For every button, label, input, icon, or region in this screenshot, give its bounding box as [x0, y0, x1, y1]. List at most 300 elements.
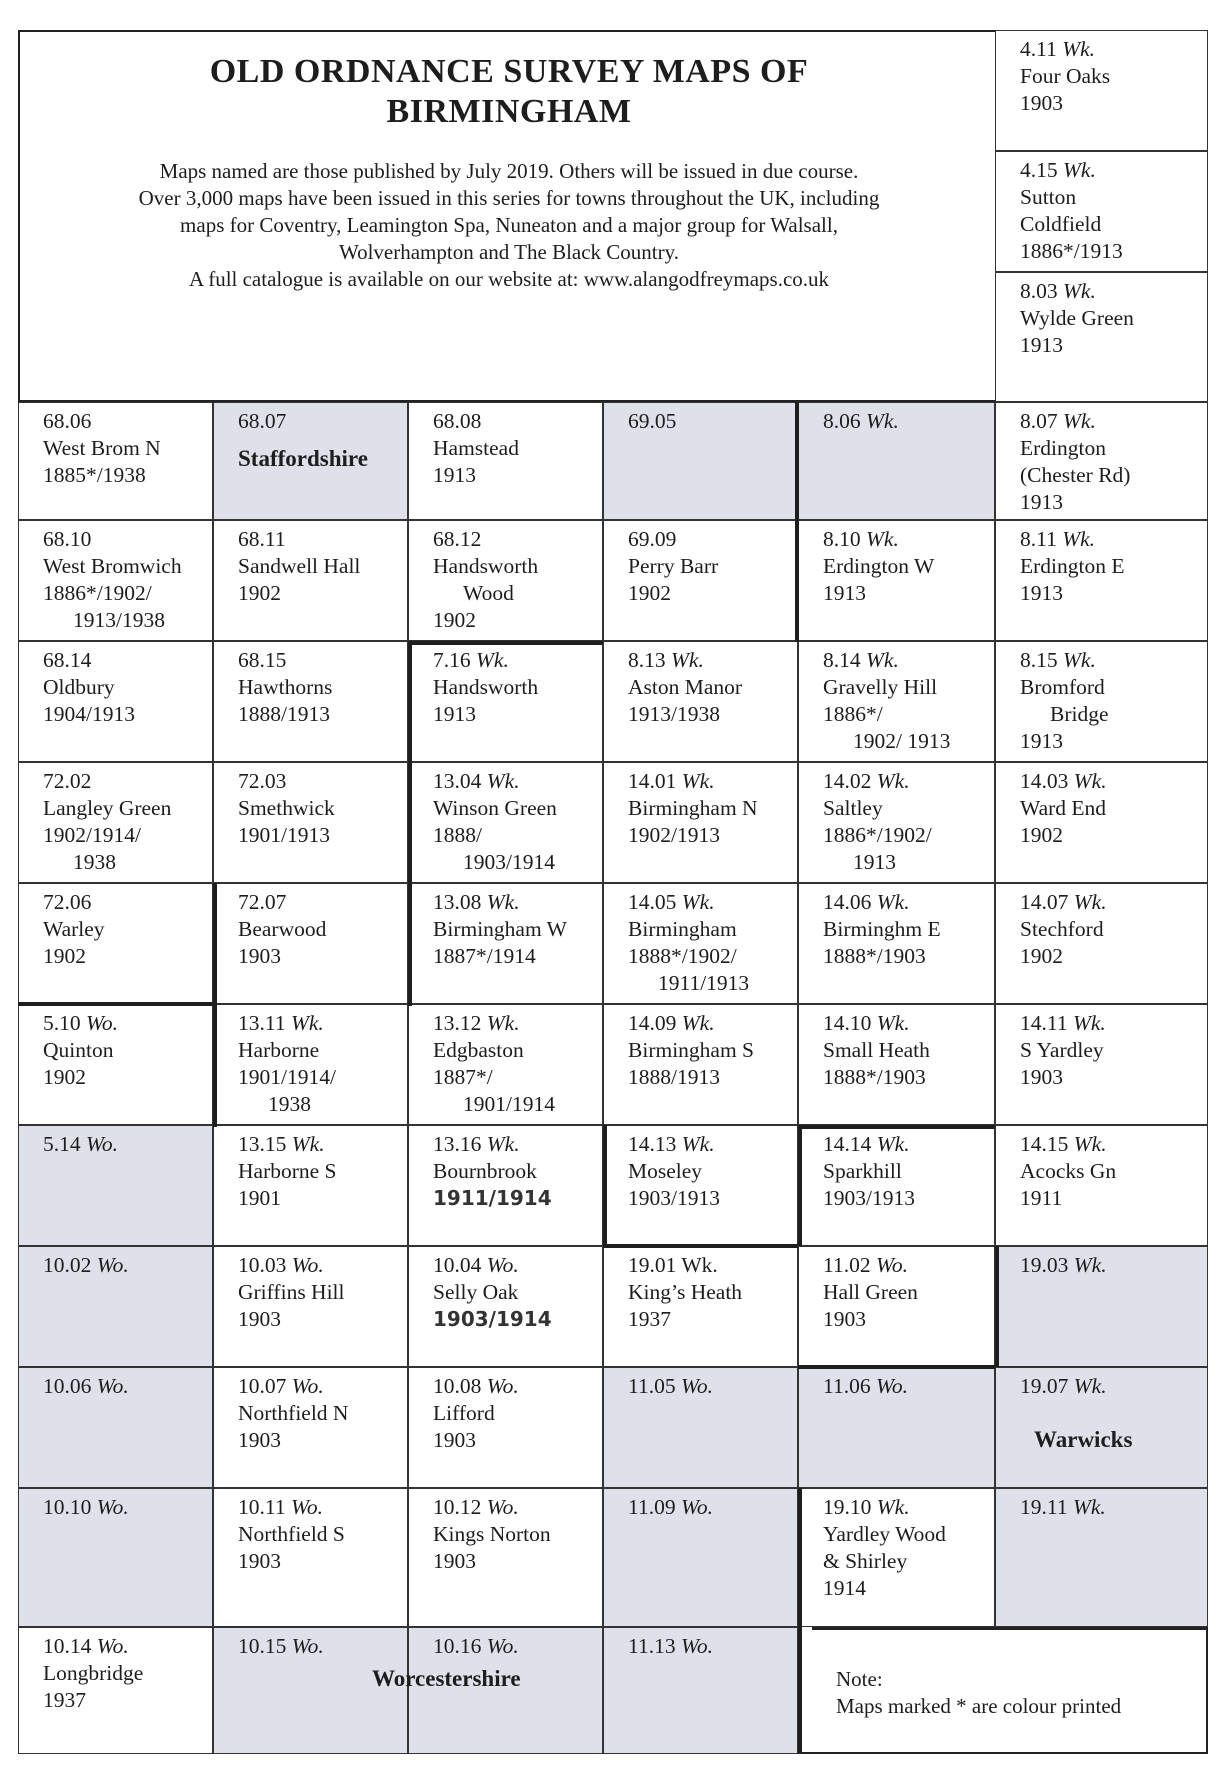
map-detail: 1888*/1903: [823, 944, 926, 968]
sheet-number: [823, 1494, 984, 1521]
county-abbrev: Wk.: [866, 648, 899, 672]
place-name: S Yardley: [1020, 1038, 1104, 1062]
note-box: [812, 1627, 1208, 1754]
map-detail: 1913: [823, 581, 866, 605]
sheet-number: [1020, 768, 1197, 795]
description-line: maps for Coventry, Leamington Spa, Nuneaton and a major group for Walsall,: [180, 213, 838, 237]
sheet-number: [43, 1252, 202, 1279]
sheet-code: 5.14: [43, 1132, 81, 1156]
map-cell-13-15: [213, 1125, 408, 1246]
place-name: Bournbrook: [433, 1159, 537, 1183]
county-abbrev: Wo.: [291, 1374, 324, 1398]
sheet-number: [628, 647, 787, 674]
sheet-number: [433, 1252, 592, 1279]
sheet-number: [628, 408, 787, 435]
map-cell-13-04: [408, 762, 603, 883]
map-cell-11-06: [798, 1367, 995, 1488]
sheet-number: [1020, 526, 1197, 553]
sheet-number: [238, 1252, 397, 1279]
sheet-number: [823, 1252, 984, 1279]
place-name: Selly Oak: [433, 1280, 519, 1304]
sheet-code: 8.14: [823, 648, 861, 672]
map-detail: 1901/1914: [463, 1092, 555, 1116]
map-cell-10-03: [213, 1246, 408, 1367]
sheet-code: 10.08: [433, 1374, 482, 1398]
map-detail: 1902: [238, 581, 281, 605]
place-name: Hamstead: [433, 436, 519, 460]
map-detail: 1913: [1020, 490, 1063, 514]
sheet-number: [1020, 36, 1197, 63]
sheet-number: [1020, 157, 1197, 184]
sheet-code: 13.16: [433, 1132, 482, 1156]
map-cell-68-06: [18, 402, 213, 520]
county-abbrev: Wk.: [1062, 37, 1096, 61]
place-name: Handsworth: [433, 554, 539, 578]
description-line: Wolverhampton and The Black Country.: [338, 240, 680, 264]
map-cell-72-07: [213, 883, 408, 1004]
map-detail: 1913: [1020, 333, 1063, 357]
sheet-code: 68.14: [43, 648, 92, 672]
map-cell-19-10: [798, 1488, 995, 1627]
map-detail: 1913/1938: [628, 702, 720, 726]
map-cell-19-01: [603, 1246, 798, 1367]
place-name: Erdington W: [823, 554, 935, 578]
sheet-number: [628, 1494, 787, 1521]
county-abbrev: Wk.: [1072, 1495, 1106, 1519]
place-name: Lifford: [433, 1401, 495, 1425]
sheet-number: [628, 1373, 787, 1400]
note-text: Maps marked * are colour printed: [836, 1694, 1122, 1718]
place-name: Perry Barr: [628, 554, 719, 578]
place-name: Griffins Hill: [238, 1280, 345, 1304]
map-cell-13-12: [408, 1004, 603, 1125]
map-cell-5-10: [18, 1004, 213, 1125]
map-cell-10-10: [18, 1488, 213, 1627]
sheet-number: [823, 1010, 984, 1037]
county-abbrev: Wk.: [1073, 769, 1107, 793]
county-abbrev: Wk.: [486, 890, 520, 914]
map-cell-8-13: [603, 641, 798, 762]
sheet-number: [628, 526, 787, 553]
sheet-code: 14.01: [628, 769, 677, 793]
county-abbrev: Wk.: [1062, 527, 1096, 551]
map-cell-14-13: [603, 1125, 798, 1246]
map-detail: 1903: [433, 1549, 476, 1573]
place-name: King’s Heath: [628, 1280, 743, 1304]
place-name: Acocks Gn: [1020, 1159, 1117, 1183]
sheet-code: 8.13: [628, 648, 666, 672]
map-detail: Bridge: [1050, 702, 1109, 726]
county-abbrev: Wk.: [1073, 1253, 1107, 1277]
sheet-number: [628, 1131, 787, 1158]
county-abbrev: Wk.: [1073, 1374, 1107, 1398]
map-detail: 1938: [268, 1092, 311, 1116]
county-abbrev: Wk.: [1073, 1132, 1107, 1156]
place-name: Longbridge: [43, 1661, 144, 1685]
county-abbrev: Wk.: [681, 890, 715, 914]
map-cell-14-06: [798, 883, 995, 1004]
county-abbrev: Wo.: [875, 1253, 909, 1277]
sheet-code: 19.01: [628, 1253, 677, 1277]
map-cell-4-11: [995, 30, 1208, 151]
sheet-number: [43, 1494, 202, 1521]
sheet-code: 19.11: [1020, 1495, 1068, 1519]
county-abbrev: Wk.: [681, 1132, 715, 1156]
sheet-number: [238, 768, 397, 795]
place-name: Birmingham S: [628, 1038, 755, 1062]
sheet-number: [43, 889, 202, 916]
place-name: Oldbury: [43, 675, 115, 699]
map-cell-4-15: [995, 151, 1208, 272]
map-detail: 1903: [433, 1428, 476, 1452]
sheet-code: 10.04: [433, 1253, 482, 1277]
header-panel: [18, 30, 1000, 402]
sheet-number: [1020, 278, 1197, 305]
sheet-number: [43, 1633, 202, 1660]
sheet-code: 10.07: [238, 1374, 287, 1398]
map-cell-8-15: [995, 641, 1208, 762]
county-abbrev: Wk.: [681, 1253, 718, 1277]
county-abbrev: Wk.: [1063, 158, 1096, 182]
sheet-number: [1020, 647, 1197, 674]
map-detail: 1902: [43, 944, 86, 968]
sheet-number: [628, 768, 787, 795]
county-abbrev: Wk.: [876, 1495, 910, 1519]
sheet-code: 14.07: [1020, 890, 1069, 914]
sheet-code: 68.15: [238, 648, 287, 672]
sheet-number: [433, 1373, 592, 1400]
map-cell-14-05: [603, 883, 798, 1004]
map-cell-68-11: [213, 520, 408, 641]
sheet-number: [628, 1252, 787, 1279]
map-detail: 1903: [238, 1428, 281, 1452]
map-detail: 1902/ 1913: [853, 729, 951, 753]
place-name: Kings Norton: [433, 1522, 551, 1546]
county-abbrev: Wk.: [876, 890, 910, 914]
place-name: Birmingham: [628, 917, 737, 941]
sheet-code: 72.03: [238, 769, 287, 793]
sheet-code: 68.08: [433, 409, 482, 433]
map-cell-14-15: [995, 1125, 1208, 1246]
map-detail: 1886*/1902/: [43, 581, 152, 605]
county-abbrev: Wk.: [1073, 890, 1107, 914]
map-cell-14-09: [603, 1004, 798, 1125]
map-detail: (Chester Rd): [1020, 463, 1131, 487]
map-detail: 1913/1938: [73, 608, 165, 632]
place-name: Four Oaks: [1020, 64, 1111, 88]
map-detail: 1888/: [433, 823, 482, 847]
county-abbrev: Wk.: [681, 769, 715, 793]
map-cell-8-07: [995, 402, 1208, 520]
map-cell-10-06: [18, 1367, 213, 1488]
map-detail: 1904/1913: [43, 702, 135, 726]
sheet-code: 10.06: [43, 1374, 92, 1398]
sheet-number: [238, 526, 397, 553]
sheet-number: [1020, 1373, 1197, 1400]
sheet-number: [1020, 1131, 1197, 1158]
map-cell-13-11: [213, 1004, 408, 1125]
sheet-code: 11.05: [628, 1374, 676, 1398]
sheet-number: [238, 408, 397, 435]
map-detail: 1888/1913: [628, 1065, 720, 1089]
map-detail: 1903: [1020, 1065, 1063, 1089]
boundary-line: [408, 641, 603, 645]
map-cell-8-03: [995, 272, 1208, 402]
map-cell-11-09: [603, 1488, 798, 1627]
place-name: Stechford: [1020, 917, 1104, 941]
boundary-line: [798, 1365, 995, 1369]
sheet-number: [433, 1010, 592, 1037]
sheet-code: 14.09: [628, 1011, 677, 1035]
sheet-code: 10.16: [433, 1634, 482, 1658]
place-name: Erdington: [1020, 436, 1106, 460]
county-label: Warwicks: [1034, 1427, 1133, 1452]
map-detail: 1886*/1902/: [823, 823, 932, 847]
sheet-number: [1020, 408, 1197, 435]
place-name: Erdington E: [1020, 554, 1125, 578]
county-abbrev: Wo.: [86, 1011, 119, 1035]
map-cell-10-14: [18, 1627, 213, 1754]
description-line: A full catalogue is available on our website at: www.alangodfreymaps.co.uk: [188, 267, 830, 291]
map-years: 1903/1914: [433, 1307, 552, 1331]
sheet-code: 13.15: [238, 1132, 287, 1156]
county-abbrev: Wk.: [290, 1011, 324, 1035]
sheet-number: [823, 1373, 984, 1400]
sheet-number: [823, 408, 984, 435]
sheet-code: 10.11: [238, 1495, 286, 1519]
map-detail: 1937: [43, 1688, 86, 1712]
county-abbrev: Wk.: [671, 648, 704, 672]
place-name: Harborne S: [238, 1159, 337, 1183]
county-abbrev: Wk.: [866, 409, 899, 433]
sheet-code: 19.07: [1020, 1374, 1069, 1398]
sheet-code: 11.13: [628, 1634, 676, 1658]
sheet-number: [433, 1633, 592, 1660]
sheet-number: [238, 1633, 397, 1660]
county-abbrev: Wo.: [290, 1495, 324, 1519]
map-cell-10-07: [213, 1367, 408, 1488]
sheet-code: 13.11: [238, 1011, 286, 1035]
map-cell-14-02: [798, 762, 995, 883]
sheet-number: [433, 1494, 592, 1521]
map-detail: 1886*/1913: [1020, 239, 1123, 263]
map-detail: 1903/1914: [463, 850, 555, 874]
sheet-code: 68.07: [238, 409, 287, 433]
map-detail: 1913: [433, 463, 476, 487]
map-cell-14-03: [995, 762, 1208, 883]
place-name: Sparkhill: [823, 1159, 902, 1183]
county-abbrev: Wk.: [486, 1132, 520, 1156]
place-name: Hall Green: [823, 1280, 918, 1304]
sheet-number: [433, 768, 592, 795]
place-name: Ward End: [1020, 796, 1107, 820]
map-detail: 1911: [1020, 1186, 1063, 1210]
sheet-number: [238, 1010, 397, 1037]
map-detail: 1902/1913: [628, 823, 720, 847]
county-abbrev: Wo.: [96, 1495, 129, 1519]
map-cell-19-11: [995, 1488, 1208, 1627]
sheet-number: [628, 1010, 787, 1037]
map-cell-69-09: [603, 520, 798, 641]
sheet-number: [433, 1131, 592, 1158]
sheet-code: 4.11: [1020, 37, 1057, 61]
map-detail: 1903/1913: [628, 1186, 720, 1210]
place-name: Wylde Green: [1020, 306, 1134, 330]
sheet-code: 14.11: [1020, 1011, 1068, 1035]
map-cell-10-12: [408, 1488, 603, 1627]
place-name: Yardley Wood: [823, 1522, 946, 1546]
place-name: Langley Green: [43, 796, 172, 820]
map-cell-10-11: [213, 1488, 408, 1627]
sheet-number: [43, 1131, 202, 1158]
boundary-line: [798, 1125, 802, 1246]
sheet-code: 14.13: [628, 1132, 677, 1156]
county-abbrev: Wo.: [486, 1495, 519, 1519]
map-detail: 1902: [1020, 823, 1063, 847]
map-cell-68-08: [408, 402, 603, 520]
county-abbrev: Wk.: [866, 527, 899, 551]
map-years: 1911/1914: [433, 1186, 552, 1210]
map-cell-14-07: [995, 883, 1208, 1004]
description-line: Over 3,000 maps have been issued in this series for towns throughout the UK, including: [138, 186, 880, 210]
sheet-code: 68.06: [43, 409, 92, 433]
map-detail: 1913: [1020, 729, 1063, 753]
sheet-number: [43, 1373, 202, 1400]
map-detail: 1938: [73, 850, 116, 874]
sheet-number: [43, 526, 202, 553]
place-name: Northfield N: [238, 1401, 349, 1425]
map-detail: 1902/1914/: [43, 823, 141, 847]
sheet-code: 68.10: [43, 527, 92, 551]
place-name: Small Heath: [823, 1038, 930, 1062]
map-cell-14-11: [995, 1004, 1208, 1125]
sheet-code: 5.10: [43, 1011, 81, 1035]
sheet-code: 8.06: [823, 409, 861, 433]
place-name: Sutton: [1020, 185, 1077, 209]
sheet-code: 8.10: [823, 527, 861, 551]
map-cell-5-14: [18, 1125, 213, 1246]
map-detail: 1937: [628, 1307, 671, 1331]
place-name: Northfield S: [238, 1522, 345, 1546]
sheet-code: 19.03: [1020, 1253, 1069, 1277]
sheet-number: [43, 408, 202, 435]
sheet-code: 72.02: [43, 769, 92, 793]
map-cell-7-16: [408, 641, 603, 762]
sheet-number: [43, 1010, 202, 1037]
place-name: Harborne: [238, 1038, 320, 1062]
sheet-code: 4.15: [1020, 158, 1058, 182]
boundary-line: [603, 1125, 607, 1246]
map-cell-8-06: [798, 402, 995, 520]
boundary-line: [18, 1002, 215, 1006]
boundary-line: [408, 641, 412, 1006]
county-abbrev: Wk.: [876, 1132, 910, 1156]
place-name: Smethwick: [238, 796, 335, 820]
county-abbrev: Wo.: [96, 1374, 129, 1398]
place-name: Aston Manor: [628, 675, 743, 699]
map-cell-68-14: [18, 641, 213, 762]
map-cell-13-08: [408, 883, 603, 1004]
note-heading: Note:: [836, 1667, 883, 1691]
sheet-number: [238, 1494, 397, 1521]
county-abbrev: Wo.: [96, 1634, 129, 1658]
sheet-code: 8.07: [1020, 409, 1058, 433]
place-name: Birmingham W: [433, 917, 567, 941]
place-name: Sandwell Hall: [238, 554, 361, 578]
sheet-code: 69.09: [628, 527, 677, 551]
map-cell-10-02: [18, 1246, 213, 1367]
sheet-number: [433, 408, 592, 435]
sheet-number: [433, 889, 592, 916]
map-detail: 1888/1913: [238, 702, 330, 726]
map-cell-72-03: [213, 762, 408, 883]
map-detail: 1901/1913: [238, 823, 330, 847]
county-abbrev: Wk.: [1063, 648, 1096, 672]
boundary-line: [798, 1488, 802, 1754]
sheet-code: 68.11: [238, 527, 286, 551]
sheet-code: 14.02: [823, 769, 872, 793]
sheet-number: [823, 526, 984, 553]
map-cell-8-10: [798, 520, 995, 641]
sheet-code: 14.10: [823, 1011, 872, 1035]
sheet-number: [823, 1131, 984, 1158]
sheet-code: 14.14: [823, 1132, 872, 1156]
sheet-number: [433, 526, 592, 553]
sheet-code: 11.06: [823, 1374, 871, 1398]
map-detail: & Shirley: [823, 1549, 908, 1573]
place-name: Saltley: [823, 796, 883, 820]
county-abbrev: Wo.: [96, 1253, 129, 1277]
place-name: West Brom N: [43, 436, 161, 460]
sheet-code: 10.15: [238, 1634, 287, 1658]
county-label: Staffordshire: [238, 446, 368, 471]
county-abbrev: Wo.: [86, 1132, 119, 1156]
sheet-number: [43, 768, 202, 795]
map-detail: 1885*/1938: [43, 463, 146, 487]
sheet-code: 7.16: [433, 648, 471, 672]
map-cell-11-02: [798, 1246, 995, 1367]
sheet-code: 14.15: [1020, 1132, 1069, 1156]
map-cell-19-07: [995, 1367, 1208, 1488]
county-abbrev: Wo.: [291, 1253, 324, 1277]
county-abbrev: Wk.: [1072, 1011, 1106, 1035]
sheet-number: [1020, 1494, 1197, 1521]
map-cell-10-04: [408, 1246, 603, 1367]
map-cell-10-08: [408, 1367, 603, 1488]
map-detail: 1913: [433, 702, 476, 726]
county-abbrev: Wk.: [876, 1011, 910, 1035]
place-name: Winson Green: [433, 796, 557, 820]
place-name: Edgbaston: [433, 1038, 524, 1062]
sheet-number: [238, 889, 397, 916]
county-abbrev: Wk.: [486, 769, 520, 793]
county-abbrev: Wo.: [680, 1495, 714, 1519]
sheet-code: 10.10: [43, 1495, 92, 1519]
sheet-number: [628, 889, 787, 916]
map-cell-68-12: [408, 520, 603, 641]
sheet-number: [823, 768, 984, 795]
place-name: Warley: [43, 917, 105, 941]
map-cell-69-05: [603, 402, 798, 520]
county-abbrev: Wo.: [486, 1374, 519, 1398]
sheet-code: 10.03: [238, 1253, 287, 1277]
map-cell-13-16: [408, 1125, 603, 1246]
sheet-code: 8.03: [1020, 279, 1058, 303]
map-detail: 1903: [823, 1307, 866, 1331]
map-detail: 1914: [823, 1576, 866, 1600]
sheet-code: 14.05: [628, 890, 677, 914]
county-abbrev: Wo.: [486, 1634, 519, 1658]
